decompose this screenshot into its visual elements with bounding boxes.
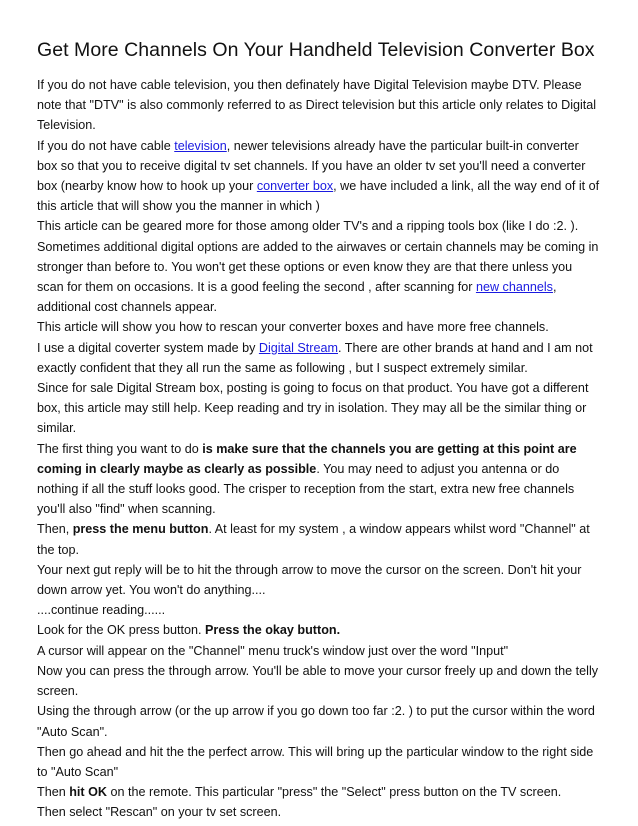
paragraph-3: This article can be geared more for those among older TV's and a ripping tools box (like I do :2. ). Sometimes additional digital options are added to the airwaves or certain channels may be coming in stronger than before to. You won't get these options or even know they are that there unless you scan for them on occasions. It is a good feeling the second , after scanning for new channels, additional cost channels appear. (37, 219, 599, 315)
page-title: Get More Channels On Your Handheld Television Converter Box (37, 39, 595, 61)
paragraph-14: Using the through arrow (or the up arrow if you go down too far :2. ) to put the cursor within the word "Auto Scan". (37, 704, 595, 739)
new-channels-link[interactable]: new channels (475, 280, 553, 295)
paragraph-5: I use a digital coverter system made by Digital Stream. There are other brands at hand and I am not exactly confident that they all run the same as following , but I suspect extremely similar. (37, 340, 593, 375)
paragraph-13: Now you can press the through arrow. You'll be able to move your cursor freely up and down the telly screen. (37, 663, 599, 699)
television-link[interactable]: television (174, 138, 227, 153)
article-body (37, 75, 602, 823)
paragraph-1: If you do not have cable television, you then definately have Digital Television maybe DTV. Please note that "DTV" is also commonly referred to as Direct television but this article only relates to Digital Television. (37, 78, 597, 133)
paragraph-8: Then, press the menu button. At least for my system , a window appears whilst word "Channel" at the top. (37, 522, 590, 557)
paragraph-4: This article will show you how to rescan your converter boxes and have more free channels. (37, 320, 549, 335)
paragraph-15: Then go ahead and hit the the perfect arrow. This will bring up the particular window to the right side to "Auto Scan" (37, 744, 594, 779)
paragraph-17: Then select "Rescan" on your tv set screen. (37, 805, 282, 820)
paragraph-10: ....continue reading...... (37, 603, 166, 618)
paragraph-16: Then hit OK on the remote. This particular "press" the "Select" press button on the TV screen. (37, 785, 562, 800)
paragraph-6: Since for sale Digital Stream box, posting is going to focus on that product. You have got a different box, this article may still help. Keep reading and try in isolation. They may all be the similar thing or similar. (37, 381, 589, 436)
paragraph-2: If you do not have cable television, newer televisions already have the particular built-in converter box so that you to receive digital tv set channels. If you have an older tv set you'll need a converter box (nearby know how to hook up your converter box, we have included a link, all the way end of it of this article that will show you the manner in which ) (37, 138, 600, 214)
paragraph-12: A cursor will appear on the "Channel" menu truck's window just over the word "Input" (37, 643, 509, 658)
converter-box-link[interactable]: converter box (256, 179, 334, 194)
paragraph-11: Look for the OK press button. Press the okay button. (37, 623, 341, 638)
digital-stream-link[interactable]: Digital Stream (258, 340, 338, 355)
paragraph-9: Your next gut reply will be to hit the through arrow to move the cursor on the screen. Don't hit your down arrow yet. You won't do anything.... (37, 562, 582, 598)
paragraph-7: The first thing you want to do is make sure that the channels you are getting at this point are coming in clearly maybe as clearly as possible. You may need to adjust you antenna or do nothing if all the stuff looks good. The crisper to reception from the start, extra new free channels you'll also "find" when scanning. (37, 441, 577, 517)
